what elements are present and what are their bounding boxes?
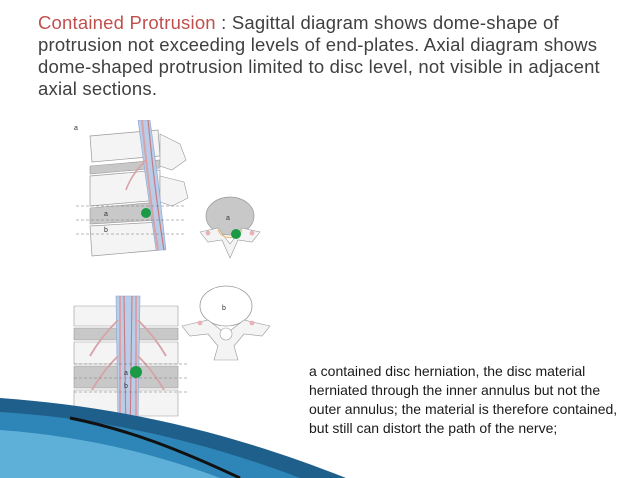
level-b-label-bottom: b bbox=[124, 383, 128, 390]
panel-label: a bbox=[74, 125, 78, 132]
title-text: : Sagittal diagram shows dome-shape of protrusion not exceeding levels of end-plates. Axial diagram shows dome-shaped protrusion limited to disc level, not visible in adjacent axial sections. bbox=[38, 12, 600, 99]
level-a-label: a bbox=[104, 211, 108, 218]
caption-text: a contained disc herniation, the disc material herniated through the inner annulus but not the outer annulus; the material is therefore contained, but still can distort the path of the nerve; bbox=[309, 363, 618, 436]
title-accent: Contained Protrusion bbox=[38, 12, 216, 33]
level-a-label-bottom: a bbox=[124, 370, 128, 377]
axial-a-label: a bbox=[226, 215, 230, 222]
level-b-label: b bbox=[104, 227, 108, 234]
axial-b-label: b bbox=[222, 305, 226, 312]
